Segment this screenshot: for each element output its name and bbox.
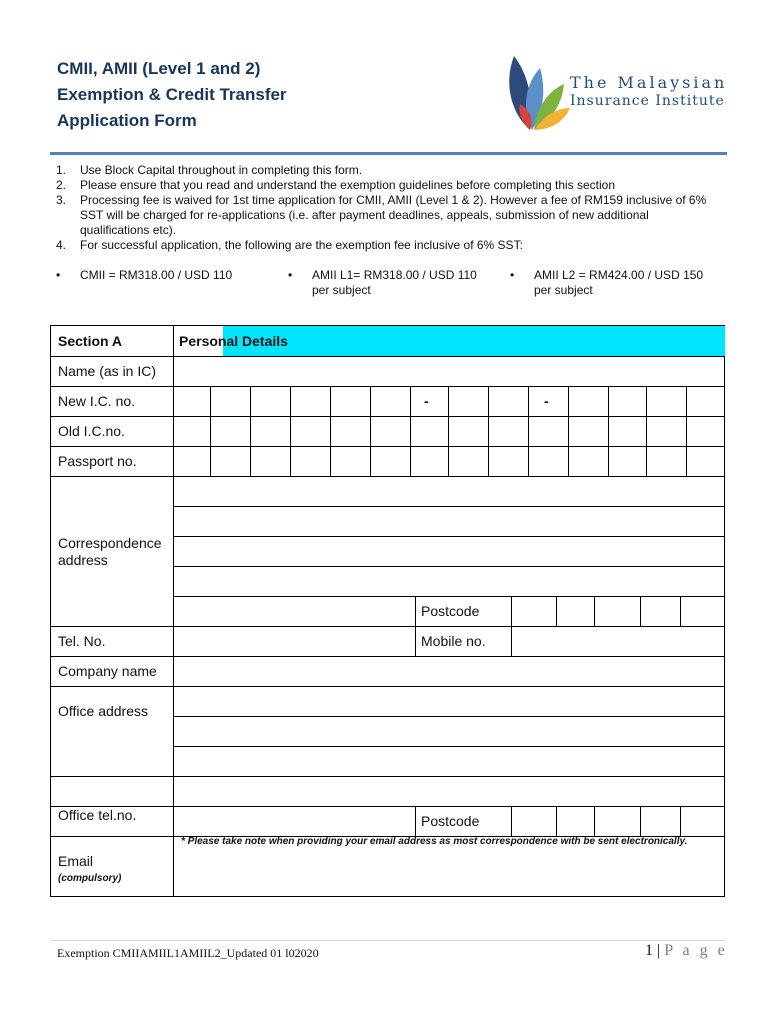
- fee-line-sub: per subject: [534, 283, 593, 297]
- label-column-divider: [173, 326, 174, 897]
- row-line: [51, 416, 724, 417]
- char-box-divider: [330, 386, 331, 476]
- char-box-divider: [290, 386, 291, 476]
- correspondence-address-label: Correspondence address: [58, 535, 162, 568]
- instruction-number: 3.: [56, 193, 67, 207]
- logo-text: [570, 74, 727, 110]
- postcode-divider: [415, 806, 416, 836]
- instruction-item: [56, 163, 721, 178]
- row-line: [51, 446, 724, 447]
- bullet-icon: •: [510, 268, 515, 282]
- char-box-divider: [370, 386, 371, 476]
- ic-separator: -: [544, 393, 549, 409]
- tel-label: Tel. No.: [58, 633, 106, 649]
- postcode-box-divider: [640, 806, 641, 836]
- char-box-divider: [568, 386, 569, 476]
- mobile-label: Mobile no.: [421, 633, 486, 649]
- postcode-divider: [511, 596, 512, 656]
- form-title: [57, 56, 287, 134]
- char-box-divider: [210, 386, 211, 476]
- row-line: [174, 716, 724, 717]
- char-box-divider: [608, 386, 609, 476]
- leaf-logo-icon: [500, 52, 570, 132]
- instruction-number: 4.: [56, 238, 67, 252]
- office-address-label: Office address: [58, 703, 149, 719]
- row-line: [51, 386, 724, 387]
- postcode-label: Postcode: [421, 603, 480, 619]
- fee-line-sub: per subject: [312, 283, 371, 297]
- ic-separator: -: [424, 393, 429, 409]
- row-line: [174, 536, 724, 537]
- title-line-2: Exemption & Credit Transfer: [57, 85, 287, 104]
- row-line: [174, 746, 724, 747]
- fee-item-amii-l2: [510, 268, 704, 298]
- fee-item-cmii: [56, 268, 233, 283]
- postcode-box-divider: [640, 596, 641, 626]
- instructions-list: [56, 163, 721, 253]
- company-name-label: Company name: [58, 663, 157, 679]
- header-divider: [50, 152, 727, 155]
- char-box-divider: [250, 386, 251, 476]
- bullet-icon: •: [288, 268, 293, 282]
- section-title-bar: [223, 326, 725, 356]
- email-label: Email: [58, 853, 94, 869]
- char-box-divider: [528, 386, 529, 476]
- row-line: [51, 626, 724, 627]
- personal-details-form: [50, 325, 725, 897]
- title-line-3: Application Form: [57, 111, 197, 130]
- char-box-divider: [410, 386, 411, 476]
- fee-line: CMII = RM318.00 / USD 110: [80, 268, 233, 282]
- postcode-box-divider: [680, 596, 681, 626]
- email-note: * Please take note when providing your email address as most correspondence with be sent electronically.: [181, 836, 688, 847]
- instruction-text: For successful application, the following are the exemption fee inclusive of 6% SST:: [80, 238, 523, 252]
- fee-line: AMII L2 = RM424.00 / USD 150: [534, 268, 704, 282]
- fee-line: AMII L1= RM318.00 / USD 110: [312, 268, 477, 282]
- instruction-text: Processing fee is waived for 1st time application for CMII, AMII (Level 1 & 2). However a fee of RM159 inclusive of 6% SST will be charged for re-applications (i.e. after payment deadlines, appeals, submission of new additional qualifications etc).: [80, 193, 707, 237]
- page-word: P a g e: [664, 942, 728, 959]
- instruction-item: [56, 178, 721, 193]
- postcode-box-divider: [556, 806, 557, 836]
- name-label: Name (as in IC): [58, 363, 157, 379]
- old-ic-label: Old I.C.no.: [58, 423, 125, 439]
- row-line: [174, 566, 724, 567]
- logo-line-2: Insurance Institute: [570, 93, 725, 109]
- passport-label: Passport no.: [58, 453, 137, 469]
- row-line: [51, 656, 724, 657]
- office-tel-label: Office tel.no.: [58, 807, 137, 823]
- char-box-divider: [488, 386, 489, 476]
- postcode-box-divider: [594, 596, 595, 626]
- fee-item-amii-l1: [288, 268, 477, 298]
- char-box-divider: [646, 386, 647, 476]
- postcode-box-divider: [594, 806, 595, 836]
- instruction-item: [56, 238, 721, 253]
- instruction-item: [56, 193, 721, 238]
- postcode-box-divider: [680, 806, 681, 836]
- row-line: [51, 806, 724, 807]
- char-box-divider: [686, 386, 687, 476]
- section-title: Personal Details: [179, 333, 288, 349]
- instruction-text: Please ensure that you read and understand the exemption guidelines before completing this section: [80, 178, 616, 192]
- postcode-divider: [511, 806, 512, 836]
- bullet-icon: •: [56, 268, 61, 282]
- postcode-divider: [415, 596, 416, 656]
- row-line: [51, 476, 724, 477]
- logo-line-1: The Malaysian: [570, 73, 728, 92]
- row-line: [174, 506, 724, 507]
- email-compulsory: (compulsory): [58, 873, 122, 884]
- footer-doc-id: Exemption CMIIAMIIL1AMIIL2_Updated 01 l02020: [57, 946, 319, 960]
- instruction-number: 2.: [56, 178, 67, 192]
- page-indicator: [645, 942, 728, 960]
- title-line-1: CMII, AMII (Level 1 and 2): [57, 59, 261, 78]
- row-line: [51, 356, 724, 357]
- section-label: Section A: [58, 333, 123, 349]
- page-separator: |: [657, 942, 661, 959]
- row-line: [174, 596, 724, 597]
- instruction-number: 1.: [56, 163, 67, 177]
- new-ic-label: New I.C. no.: [58, 393, 136, 409]
- page-number: 1: [645, 942, 653, 959]
- row-line: [51, 686, 724, 687]
- instruction-text: Use Block Capital throughout in completing this form.: [80, 163, 363, 177]
- office-postcode-label: Postcode: [421, 813, 480, 829]
- footer-divider: [50, 940, 726, 941]
- char-box-divider: [448, 386, 449, 476]
- postcode-box-divider: [556, 596, 557, 626]
- row-line: [51, 776, 724, 777]
